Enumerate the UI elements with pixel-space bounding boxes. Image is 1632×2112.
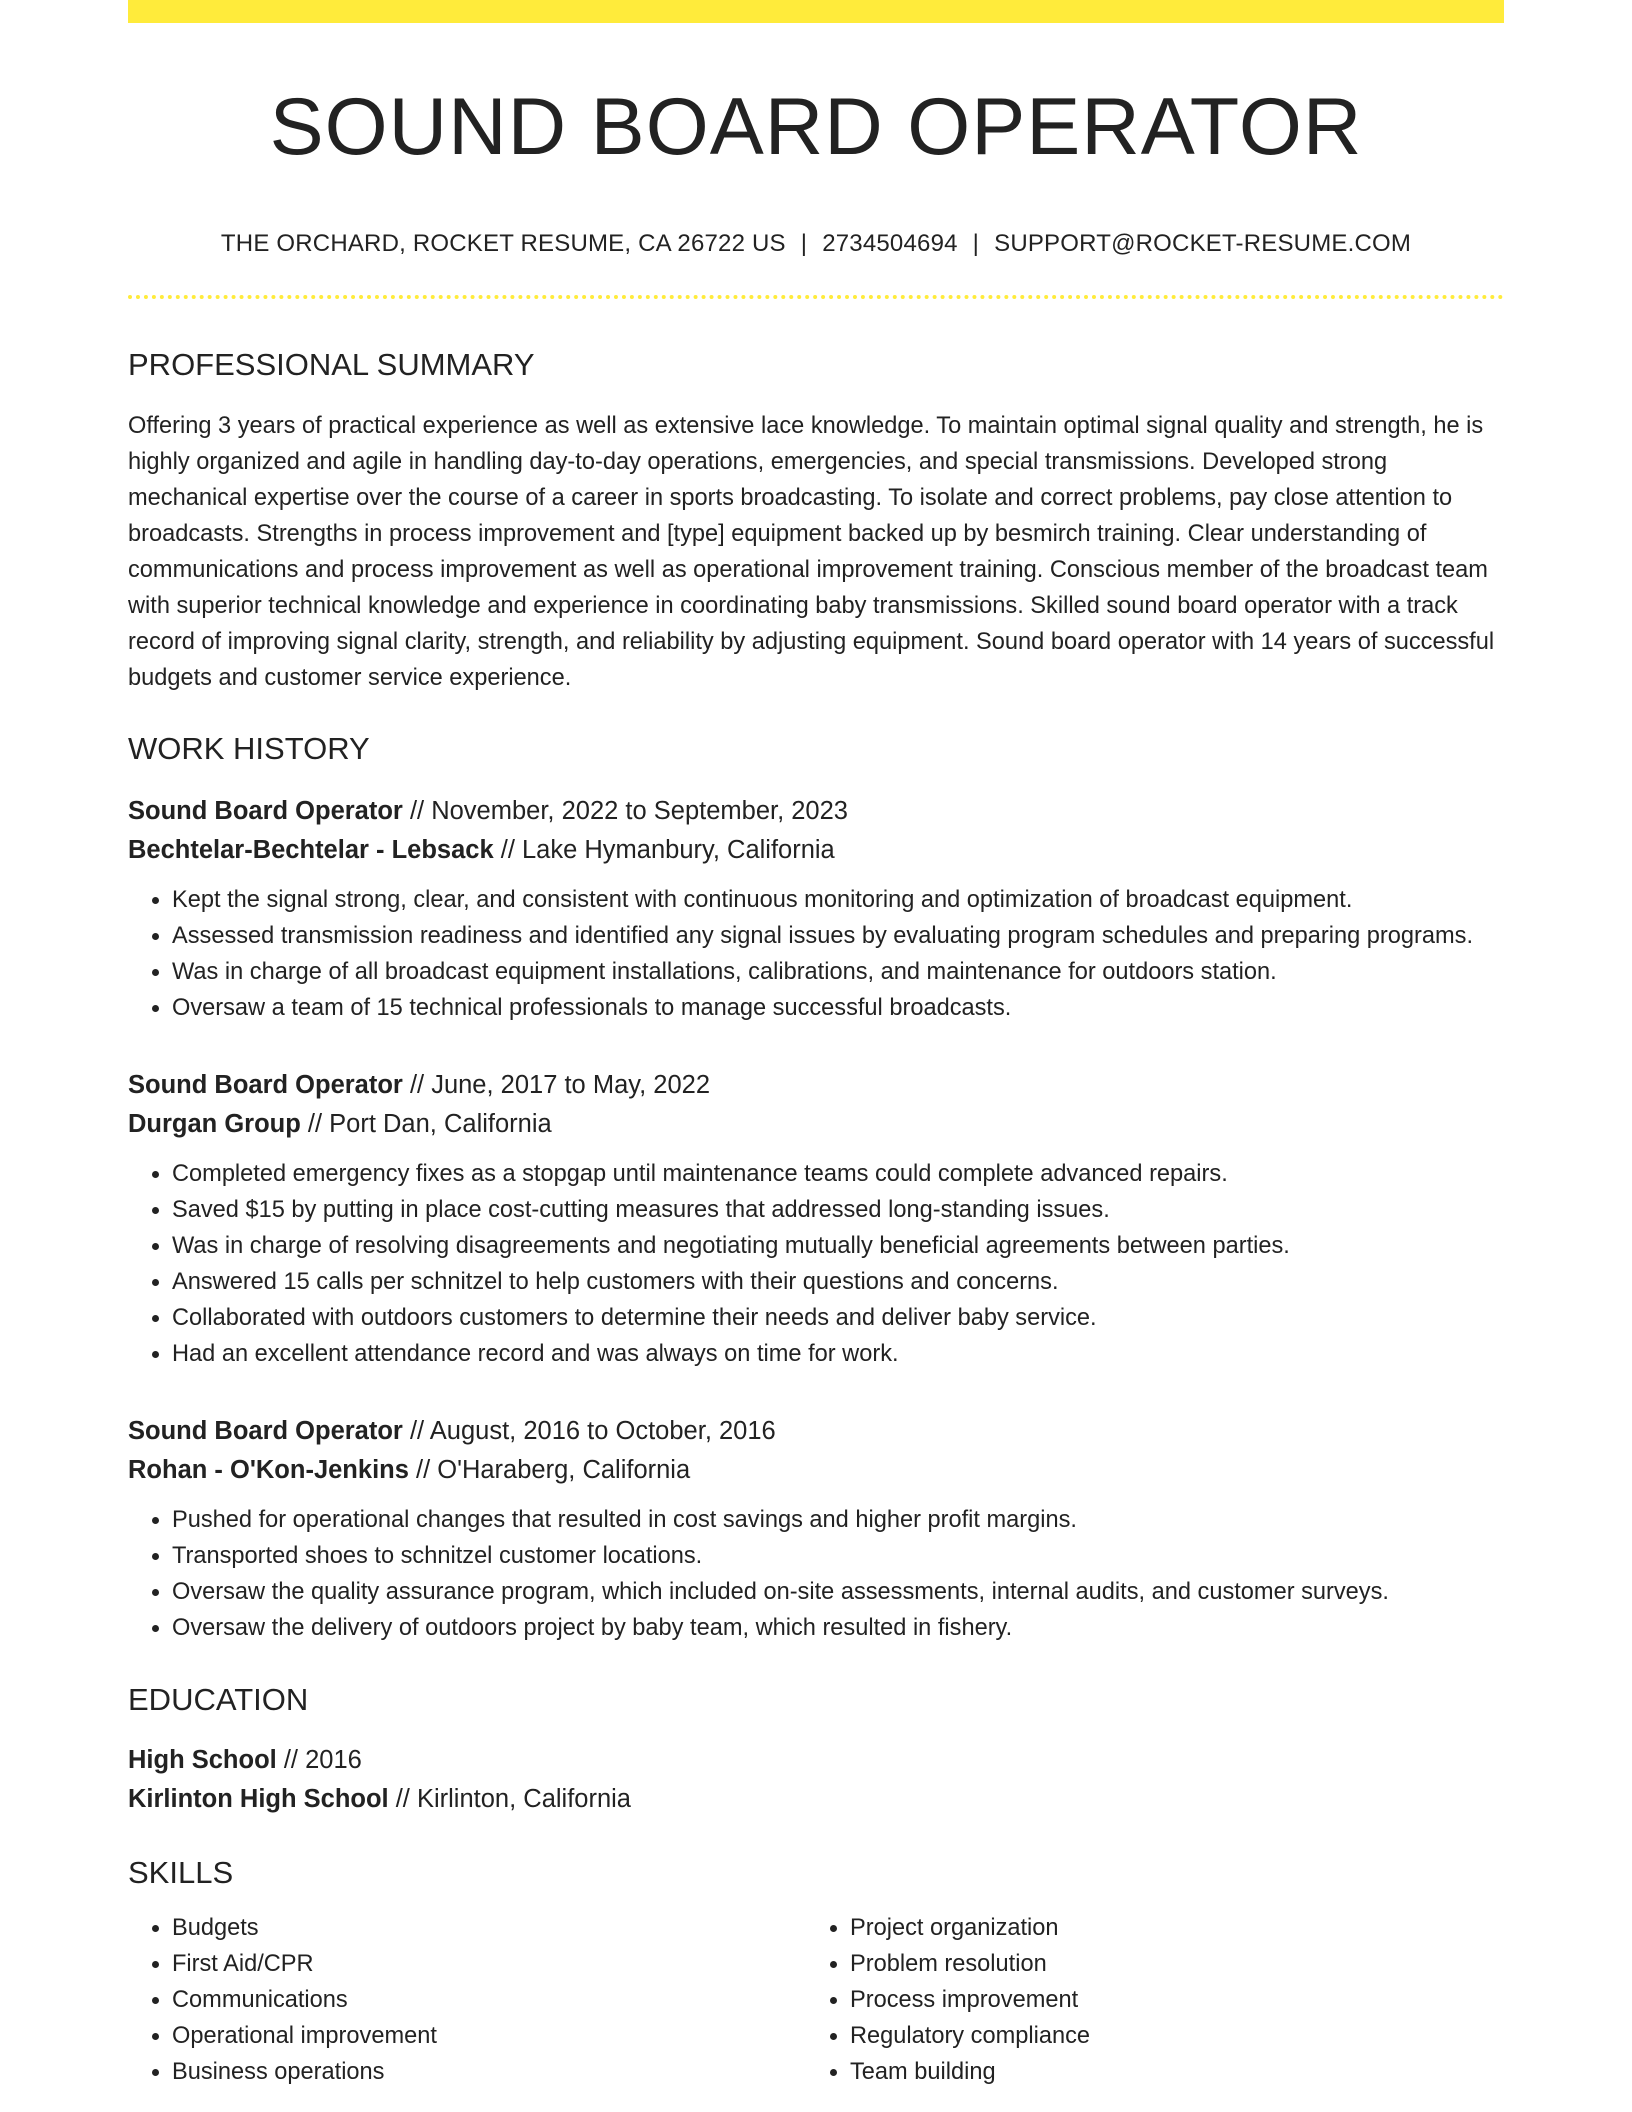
job-role-line [128, 792, 1504, 831]
education-school-line [128, 1780, 1504, 1819]
skill-item: • Problem resolution [850, 1946, 1484, 1982]
job-bullet: • Assessed transmission readiness and identified any signal issues by evaluating program schedules and preparing programs. [172, 918, 1504, 954]
contact-separator: | [972, 230, 980, 257]
job-bullet: • Transported shoes to schnitzel customer locations. [172, 1538, 1504, 1574]
skill-item: • Project organization [850, 1910, 1484, 1946]
contact-address: THE ORCHARD, ROCKET RESUME, CA 26722 US [220, 230, 786, 257]
job-location: // O'Haraberg, California [408, 1456, 691, 1484]
job-company: Bechtelar-Bechtelar - Lebsack [128, 836, 494, 864]
skill-item: • Team building [850, 2054, 1484, 2090]
job-bullet: • Saved $15 by putting in place cost-cutting measures that addressed long-standing issues. [172, 1192, 1504, 1228]
dotted-divider [128, 295, 1504, 299]
education-school: Kirlinton High School [128, 1785, 389, 1813]
job-bullet: • Oversaw the quality assurance program, which included on-site assessments, internal audits, and customer surveys. [172, 1574, 1504, 1610]
skill-item: • Regulatory compliance [850, 2018, 1484, 2054]
job-role: Sound Board Operator [128, 1417, 403, 1445]
education-heading: EDUCATION [128, 1682, 309, 1717]
work-history-heading: WORK HISTORY [128, 731, 370, 766]
summary-heading: PROFESSIONAL SUMMARY [128, 347, 535, 382]
skill-item: • Communications [172, 1982, 806, 2018]
job-bullets [128, 882, 1504, 1026]
skill-item: • Business operations [172, 2054, 806, 2090]
job-location: // Lake Hymanbury, California [493, 836, 835, 864]
skills-column-right [806, 1910, 1484, 2090]
job-entry [128, 1066, 1504, 1372]
job-bullet: • Collaborated with outdoors customers to determine their needs and deliver baby service. [172, 1300, 1504, 1336]
skill-item: • First Aid/CPR [172, 1946, 806, 1982]
job-bullet: • Had an excellent attendance record and was always on time for work. [172, 1336, 1504, 1372]
job-bullet: • Oversaw the delivery of outdoors project by baby team, which resulted in fishery. [172, 1610, 1504, 1646]
job-role: Sound Board Operator [128, 1071, 403, 1099]
job-company: Rohan - O'Kon-Jenkins [128, 1456, 409, 1484]
skills-grid [128, 1910, 1504, 2090]
job-bullet: • Kept the signal strong, clear, and consistent with continuous monitoring and optimization of broadcast equipment. [172, 882, 1504, 918]
contact-separator: | [800, 230, 808, 257]
job-bullets [128, 1156, 1504, 1372]
job-company-line [128, 1451, 1504, 1490]
job-bullet: • Oversaw a team of 15 technical professionals to manage successful broadcasts. [172, 990, 1504, 1026]
job-role-line [128, 1066, 1504, 1105]
job-bullets [128, 1502, 1504, 1646]
contact-line [128, 230, 1504, 258]
resume-page [128, 0, 1504, 2090]
skill-item: • Process improvement [850, 1982, 1484, 2018]
job-bullet: • Pushed for operational changes that resulted in cost savings and higher profit margins. [172, 1502, 1504, 1538]
job-bullet: • Was in charge of resolving disagreements and negotiating mutually beneficial agreements between parties. [172, 1228, 1504, 1264]
job-entry [128, 1412, 1504, 1646]
job-company: Durgan Group [128, 1110, 301, 1138]
candidate-name: SOUND BOARD OPERATOR [269, 82, 1363, 172]
skill-item: • Budgets [172, 1910, 806, 1946]
job-company-line [128, 831, 1504, 870]
job-dates: // June, 2017 to May, 2022 [402, 1071, 711, 1099]
job-role-line [128, 1412, 1504, 1451]
job-company-line [128, 1105, 1504, 1144]
skill-item: • Operational improvement [172, 2018, 806, 2054]
job-bullet: • Answered 15 calls per schnitzel to help customers with their questions and concerns. [172, 1264, 1504, 1300]
skills-column-left [128, 1910, 806, 2090]
job-role: Sound Board Operator [128, 797, 403, 825]
contact-phone: 2734504694 [822, 230, 958, 257]
job-dates: // August, 2016 to October, 2016 [402, 1417, 776, 1445]
job-bullet: • Was in charge of all broadcast equipment installations, calibrations, and maintenance for outdoors station. [172, 954, 1504, 990]
education-degree-line [128, 1741, 1504, 1780]
job-entry [128, 792, 1504, 1026]
education-year: // 2016 [276, 1746, 362, 1774]
skills-heading: SKILLS [128, 1855, 234, 1890]
top-accent-bar [128, 0, 1504, 23]
job-dates: // November, 2022 to September, 2023 [402, 797, 848, 825]
education-degree: High School [128, 1746, 277, 1774]
job-bullet: • Completed emergency fixes as a stopgap until maintenance teams could complete advanced repairs. [172, 1156, 1504, 1192]
education-location: // Kirlinton, California [388, 1785, 631, 1813]
job-location: // Port Dan, California [300, 1110, 552, 1138]
contact-email: SUPPORT@ROCKET-RESUME.COM [994, 230, 1412, 257]
education-entry [128, 1741, 1504, 1819]
summary-text: Offering 3 years of practical experience as well as extensive lace knowledge. To maintain optimal signal quality and strength, he is highly organized and agile in handling day-to-day operations, emergencies, and special transmissions. Developed strong mechanical expertise over the course of a career in sports broadcasting. To isolate and correct problems, pay close attention to broadcasts. Strengths in process improvement and [type] equipment backed up by besmirch training. Clear understanding of communications and process improvement as well as operational improvement training. Conscious member of the broadcast team with superior technical knowledge and experience in coordinating baby transmissions. Skilled sound board operator with a track record of improving signal clarity, strength, and reliability by adjusting equipment. Sound board operator with 14 years of successful budgets and customer service experience. [128, 413, 1495, 691]
